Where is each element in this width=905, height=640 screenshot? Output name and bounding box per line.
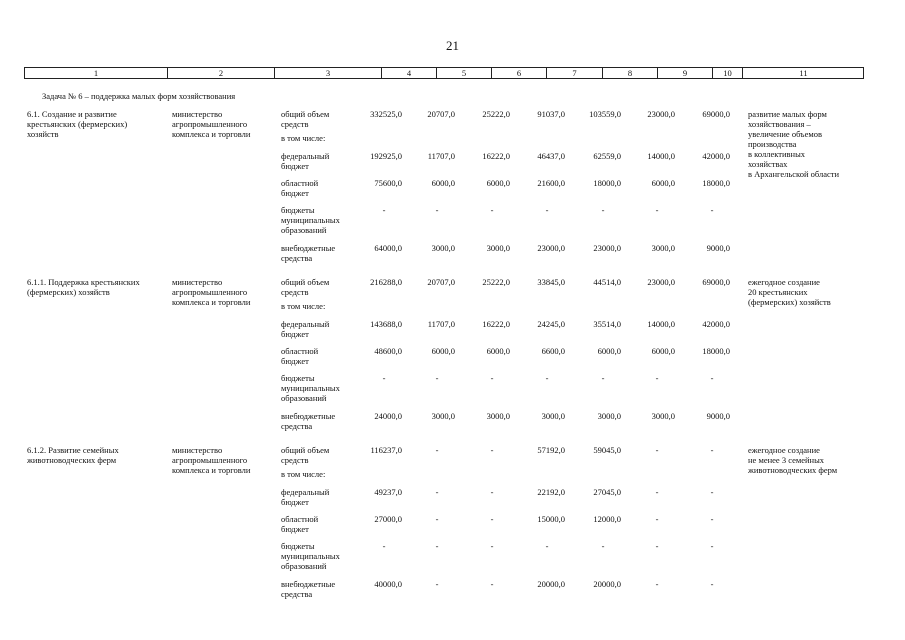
cell-regional-col5: 6000,0 [431, 346, 455, 356]
cell-municipal-col4: - [382, 541, 386, 551]
page-number: 21 [446, 38, 459, 53]
cell-federal-col9: - [655, 487, 659, 497]
cell-extrabudget-col6: - [490, 579, 494, 589]
cell-extrabudget-col5: 3000,0 [431, 243, 455, 253]
cell-federal-col5: - [435, 487, 439, 497]
cell-municipal-col9: - [655, 541, 659, 551]
cell-federal-col8: 27045,0 [593, 487, 621, 497]
cell-municipal-col4: - [382, 373, 386, 383]
cell-extrabudget-col9: - [655, 579, 659, 589]
row-label-total: общий объем средств [281, 445, 330, 465]
cell-total-col5: 20707,0 [427, 109, 455, 119]
section-result: ежегодное создание 20 крестьянских (фермерских) хозяйств [748, 277, 831, 307]
cell-total-col9: - [655, 445, 659, 455]
cell-federal-col10: 42000,0 [702, 151, 730, 161]
section-executor: министерство агропромышленного комплекса и торговли [172, 109, 251, 139]
row-label-including: в том числе: [281, 133, 326, 143]
cell-municipal-col8: - [601, 541, 605, 551]
cell-extrabudget-col4: 24000,0 [374, 411, 402, 421]
cell-total-col4: 332525,0 [370, 109, 402, 119]
section-executor: министерство агропромышленного комплекса и торговли [172, 445, 251, 475]
cell-extrabudget-col10: - [710, 579, 714, 589]
cell-regional-col10: - [710, 514, 714, 524]
cell-municipal-col7: - [545, 205, 549, 215]
row-label-municipal: бюджеты муниципальных образований [281, 541, 340, 571]
cell-total-col8: 44514,0 [593, 277, 621, 287]
cell-total-col9: 23000,0 [647, 109, 675, 119]
section-result: развитие малых форм хозяйствования – увеличение объемов производства в коллективных хозяйствах в Архангельской области [748, 109, 840, 179]
cell-municipal-col7: - [545, 541, 549, 551]
row-label-including: в том числе: [281, 301, 326, 311]
cell-regional-col5: - [435, 514, 439, 524]
cell-total-col6: 25222,0 [482, 109, 510, 119]
column-header-8: 8 [603, 68, 658, 78]
cell-total-col5: - [435, 445, 439, 455]
row-label-total: общий объем средств [281, 277, 330, 297]
cell-regional-col7: 6600,0 [541, 346, 565, 356]
cell-municipal-col6: - [490, 373, 494, 383]
column-header-3: 3 [275, 68, 382, 78]
cell-regional-col6: 6000,0 [486, 178, 510, 188]
cell-regional-col4: 75600,0 [374, 178, 402, 188]
cell-federal-col6: - [490, 487, 494, 497]
task-title: Задача № 6 – поддержка малых форм хозяйствования [42, 91, 236, 101]
cell-extrabudget-col4: 40000,0 [374, 579, 402, 589]
cell-municipal-col10: - [710, 373, 714, 383]
cell-extrabudget-col8: 3000,0 [597, 411, 621, 421]
row-label-including: в том числе: [281, 469, 326, 479]
cell-total-col6: - [490, 445, 494, 455]
cell-extrabudget-col5: - [435, 579, 439, 589]
section-title: 6.1.2. Развитие семейных животноводческих ферм [27, 445, 119, 465]
cell-extrabudget-col7: 3000,0 [541, 411, 565, 421]
column-header-row [24, 67, 864, 79]
column-header-10: 10 [713, 68, 743, 78]
row-label-extrabudget: внебюджетные средства [281, 243, 336, 263]
cell-municipal-col5: - [435, 373, 439, 383]
cell-municipal-col8: - [601, 373, 605, 383]
cell-federal-col5: 11707,0 [427, 319, 455, 329]
cell-regional-col10: 18000,0 [702, 178, 730, 188]
cell-federal-col4: 49237,0 [374, 487, 402, 497]
cell-federal-col4: 192925,0 [370, 151, 402, 161]
cell-federal-col7: 22192,0 [537, 487, 565, 497]
section-result: ежегодное создание не менее 3 семейных животноводческих ферм [748, 445, 838, 475]
cell-regional-col8: 12000,0 [593, 514, 621, 524]
column-header-2: 2 [168, 68, 275, 78]
cell-federal-col6: 16222,0 [482, 151, 510, 161]
column-header-1: 1 [25, 68, 168, 78]
cell-municipal-col10: - [710, 205, 714, 215]
cell-municipal-col6: - [490, 541, 494, 551]
cell-total-col10: 69000,0 [702, 277, 730, 287]
cell-federal-col8: 35514,0 [593, 319, 621, 329]
row-label-extrabudget: внебюджетные средства [281, 411, 336, 431]
cell-municipal-col9: - [655, 205, 659, 215]
cell-regional-col9: 6000,0 [651, 346, 675, 356]
cell-municipal-col10: - [710, 541, 714, 551]
column-header-7: 7 [547, 68, 603, 78]
cell-federal-col4: 143688,0 [370, 319, 402, 329]
cell-extrabudget-col6: 3000,0 [486, 243, 510, 253]
cell-extrabudget-col7: 23000,0 [537, 243, 565, 253]
row-label-regional: областной бюджет [281, 514, 319, 534]
row-label-regional: областной бюджет [281, 346, 319, 366]
row-label-extrabudget: внебюджетные средства [281, 579, 336, 599]
row-label-federal: федеральный бюджет [281, 151, 330, 171]
row-label-total: общий объем средств [281, 109, 330, 129]
cell-total-col8: 103559,0 [589, 109, 621, 119]
cell-municipal-col9: - [655, 373, 659, 383]
cell-total-col4: 216288,0 [370, 277, 402, 287]
cell-federal-col5: 11707,0 [427, 151, 455, 161]
cell-municipal-col6: - [490, 205, 494, 215]
cell-municipal-col4: - [382, 205, 386, 215]
cell-federal-col10: 42000,0 [702, 319, 730, 329]
cell-regional-col7: 15000,0 [537, 514, 565, 524]
row-label-federal: федеральный бюджет [281, 319, 330, 339]
cell-federal-col6: 16222,0 [482, 319, 510, 329]
column-header-4: 4 [382, 68, 437, 78]
cell-extrabudget-col5: 3000,0 [431, 411, 455, 421]
cell-federal-col10: - [710, 487, 714, 497]
cell-total-col7: 33845,0 [537, 277, 565, 287]
section-executor: министерство агропромышленного комплекса и торговли [172, 277, 251, 307]
cell-extrabudget-col4: 64000,0 [374, 243, 402, 253]
cell-extrabudget-col8: 20000,0 [593, 579, 621, 589]
cell-regional-col4: 27000,0 [374, 514, 402, 524]
cell-total-col7: 91037,0 [537, 109, 565, 119]
cell-municipal-col5: - [435, 541, 439, 551]
cell-regional-col5: 6000,0 [431, 178, 455, 188]
cell-extrabudget-col9: 3000,0 [651, 243, 675, 253]
cell-regional-col10: 18000,0 [702, 346, 730, 356]
cell-extrabudget-col6: 3000,0 [486, 411, 510, 421]
cell-federal-col7: 24245,0 [537, 319, 565, 329]
cell-total-col4: 116237,0 [370, 445, 402, 455]
cell-regional-col7: 21600,0 [537, 178, 565, 188]
column-header-6: 6 [492, 68, 547, 78]
cell-extrabudget-col10: 9000,0 [706, 243, 730, 253]
cell-regional-col8: 18000,0 [593, 178, 621, 188]
row-label-federal: федеральный бюджет [281, 487, 330, 507]
row-label-regional: областной бюджет [281, 178, 319, 198]
cell-federal-col7: 46437,0 [537, 151, 565, 161]
cell-total-col10: 69000,0 [702, 109, 730, 119]
cell-regional-col6: - [490, 514, 494, 524]
cell-total-col8: 59045,0 [593, 445, 621, 455]
cell-extrabudget-col7: 20000,0 [537, 579, 565, 589]
cell-extrabudget-col8: 23000,0 [593, 243, 621, 253]
cell-municipal-col7: - [545, 373, 549, 383]
cell-municipal-col8: - [601, 205, 605, 215]
cell-total-col9: 23000,0 [647, 277, 675, 287]
section-title: 6.1.1. Поддержка крестьянских (фермерских) хозяйств [27, 277, 140, 297]
cell-municipal-col5: - [435, 205, 439, 215]
cell-extrabudget-col10: 9000,0 [706, 411, 730, 421]
cell-regional-col8: 6000,0 [597, 346, 621, 356]
cell-extrabudget-col9: 3000,0 [651, 411, 675, 421]
cell-total-col5: 20707,0 [427, 277, 455, 287]
cell-federal-col9: 14000,0 [647, 319, 675, 329]
cell-regional-col4: 48600,0 [374, 346, 402, 356]
column-header-11: 11 [799, 68, 808, 78]
column-header-5: 5 [437, 68, 492, 78]
cell-federal-col9: 14000,0 [647, 151, 675, 161]
section-title: 6.1. Создание и развитие крестьянских (фермерских) хозяйств [27, 109, 128, 139]
cell-regional-col9: 6000,0 [651, 178, 675, 188]
column-header-9: 9 [658, 68, 713, 78]
row-label-municipal: бюджеты муниципальных образований [281, 205, 340, 235]
cell-federal-col8: 62559,0 [593, 151, 621, 161]
cell-total-col7: 57192,0 [537, 445, 565, 455]
cell-total-col10: - [710, 445, 714, 455]
cell-total-col6: 25222,0 [482, 277, 510, 287]
cell-regional-col6: 6000,0 [486, 346, 510, 356]
cell-regional-col9: - [655, 514, 659, 524]
row-label-municipal: бюджеты муниципальных образований [281, 373, 340, 403]
